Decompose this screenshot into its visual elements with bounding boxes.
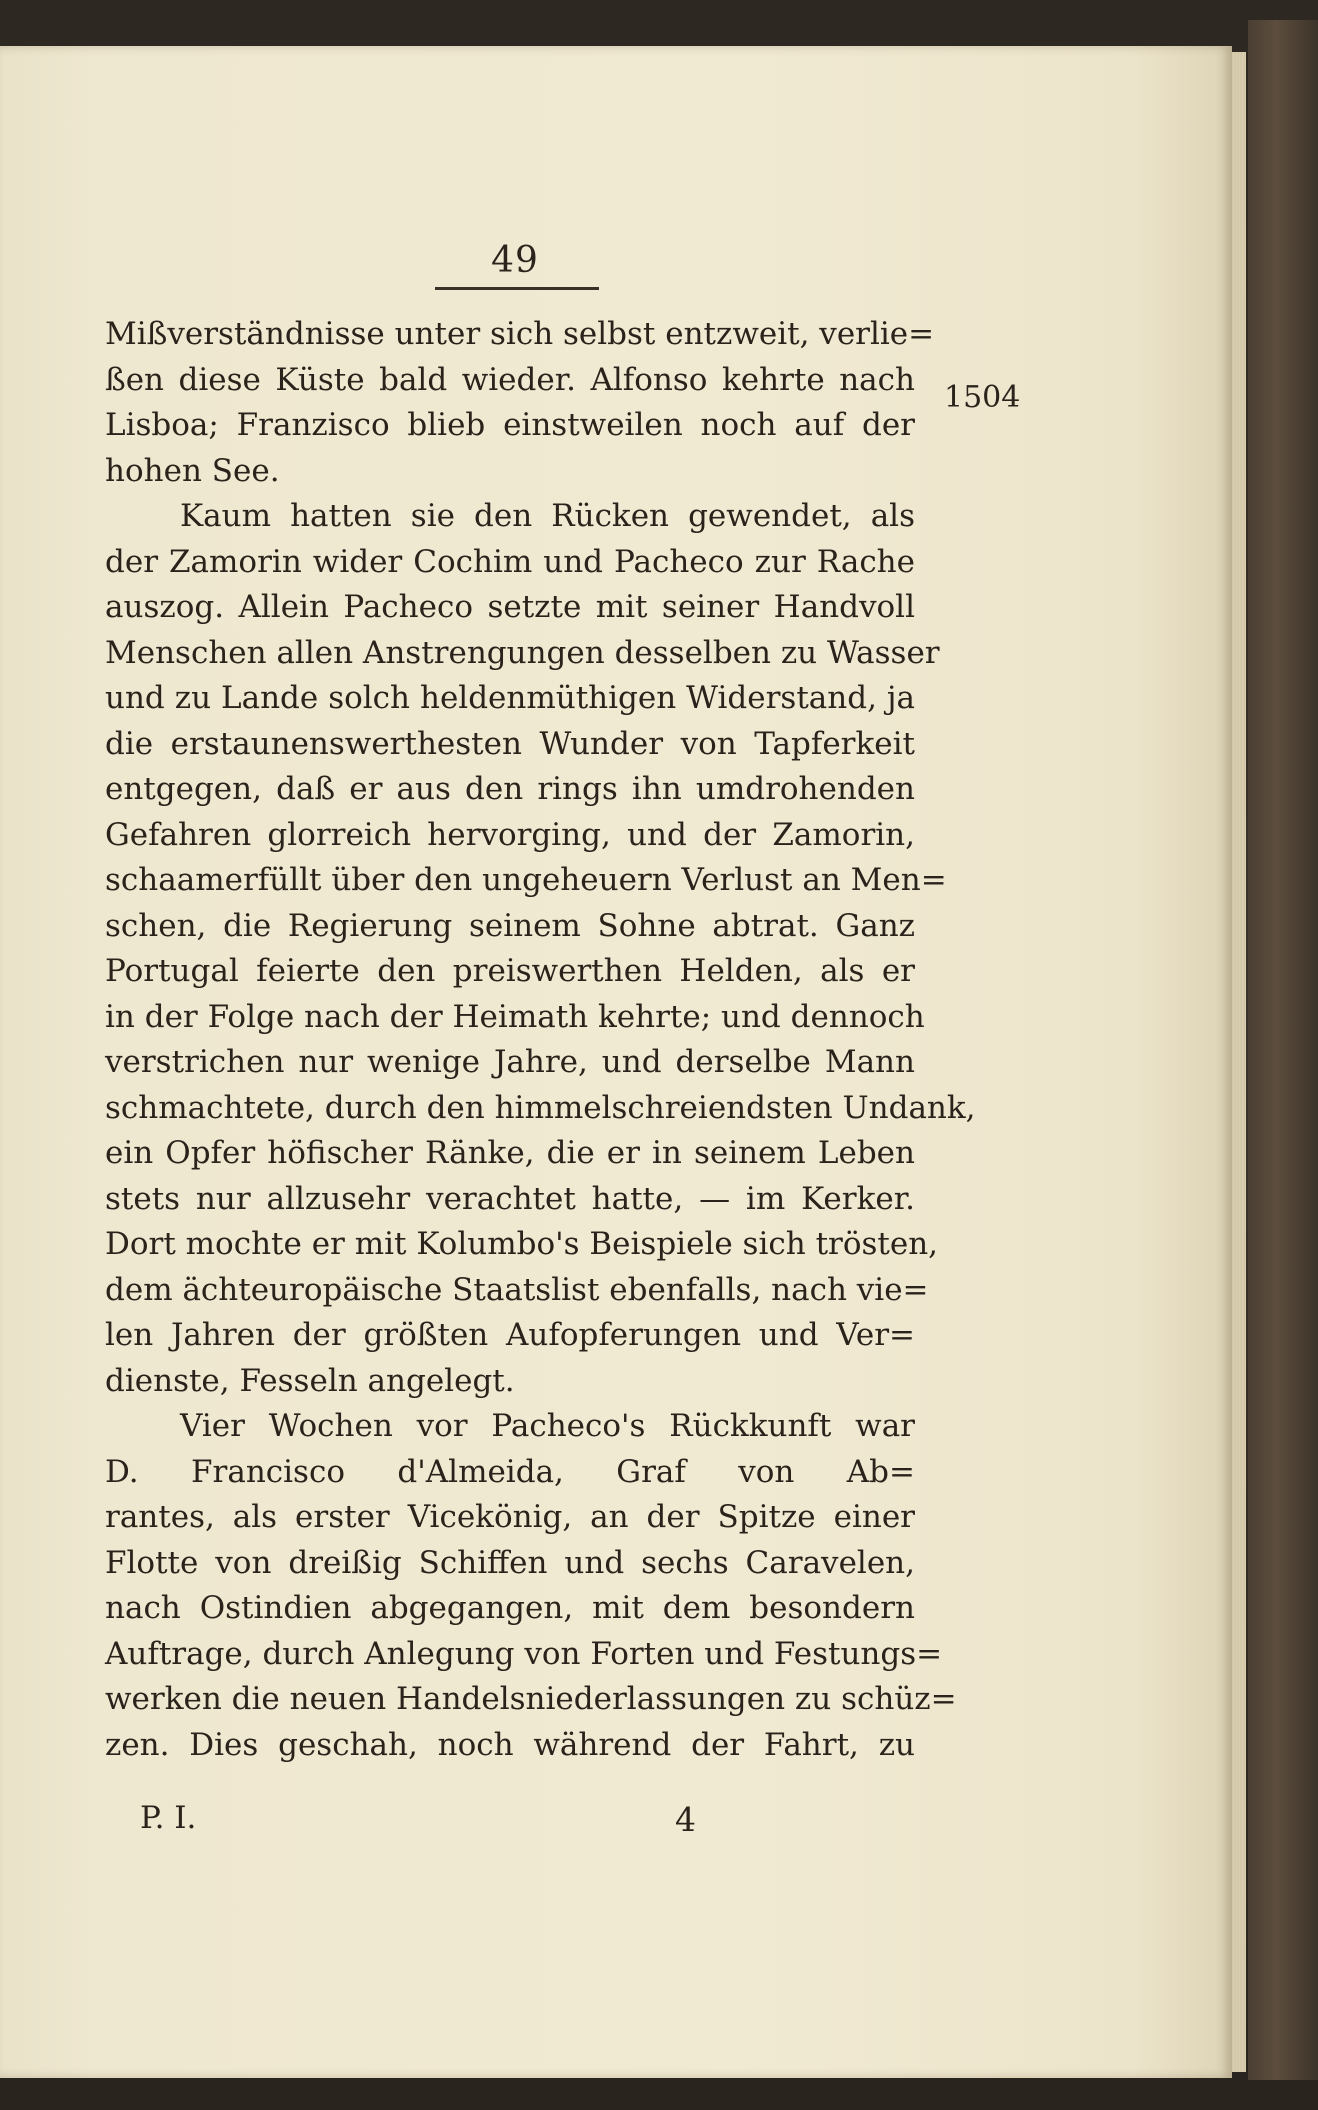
text-line: und zu Lande solch heldenmüthigen Widerstand, ja	[105, 680, 915, 716]
page-number: 49	[491, 240, 539, 281]
text-line: schmachtete, durch den himmelschreiendsten Undank,	[105, 1089, 976, 1126]
text-line: verstrichen nur wenige Jahre, und derselbe Mann	[105, 1044, 915, 1080]
text-line: hohen See.	[105, 452, 280, 489]
text-line: Vier Wochen vor Pacheco's Rückkunft war	[180, 1408, 915, 1444]
text-line: rantes, als erster Vicekönig, an der Spitze einer	[105, 1499, 915, 1535]
text-line: Mißverständnisse unter sich selbst entzweit, verlie=	[105, 316, 935, 352]
text-line: entgegen, daß er aus den rings ihn umdrohenden	[105, 771, 915, 807]
text-line: ßen diese Küste bald wieder. Alfonso kehrte nach	[105, 361, 915, 398]
text-line: Kaum hatten sie den Rücken gewendet, als	[180, 498, 915, 534]
text-line: D. Francisco d'Almeida, Graf von Ab=	[105, 1453, 915, 1490]
text-line: die erstaunenswerthesten Wunder von Tapferkeit	[105, 725, 915, 762]
text-line: in der Folge nach der Heimath kehrte; und dennoch	[105, 998, 925, 1035]
text-line: zen. Dies geschah, noch während der Fahrt, zu	[105, 1726, 915, 1763]
text-line: Lisboa; Franzisco blieb einstweilen noch auf der	[105, 407, 915, 443]
text-line: Gefahren glorreich hervorging, und der Zamorin,	[105, 816, 915, 853]
text-line: dienste, Fesseln angelegt.	[105, 1362, 515, 1399]
text-line: Auftrage, durch Anlegung von Forten und Festungs=	[105, 1635, 943, 1672]
text-line: stets nur allzusehr verachtet hatte, — im Kerker.	[105, 1180, 915, 1217]
text-line: Dort mochte er mit Kolumbo's Beispiele sich trösten,	[105, 1226, 939, 1262]
text-line: schen, die Regierung seinem Sohne abtrat. Ganz	[105, 907, 915, 944]
text-line: werken die neuen Handelsniederlassungen zu schüz=	[105, 1681, 957, 1717]
body-text	[105, 312, 976, 1768]
book-cover-edge	[1248, 20, 1318, 2080]
text-line: Menschen allen Anstrengungen desselben zu Wasser	[105, 634, 940, 671]
text-line: dem ächteuropäische Staatslist ebenfalls, nach vie=	[105, 1271, 929, 1308]
header-rule	[435, 287, 599, 290]
text-line: Flotte von dreißig Schiffen und sechs Caravelen,	[105, 1544, 915, 1581]
text-line: der Zamorin wider Cochim und Pacheco zur Rache	[105, 543, 915, 580]
sheet-number: 4	[675, 1800, 696, 1839]
margin-year-note: 1504	[944, 380, 1021, 415]
text-line: schaamerfüllt über den ungeheuern Verlust an Men=	[105, 862, 947, 898]
printer-signature: P. I.	[140, 1800, 197, 1836]
text-line: Portugal feierte den preiswerthen Helden, als er	[105, 953, 915, 989]
text-line: auszog. Allein Pacheco setzte mit seiner Handvoll	[105, 589, 915, 625]
text-line: ein Opfer höfischer Ränke, die er in seinem Leben	[105, 1135, 915, 1171]
text-line: len Jahren der größten Aufopferungen und Ver=	[105, 1317, 915, 1353]
text-line: nach Ostindien abgegangen, mit dem besondern	[105, 1590, 915, 1626]
